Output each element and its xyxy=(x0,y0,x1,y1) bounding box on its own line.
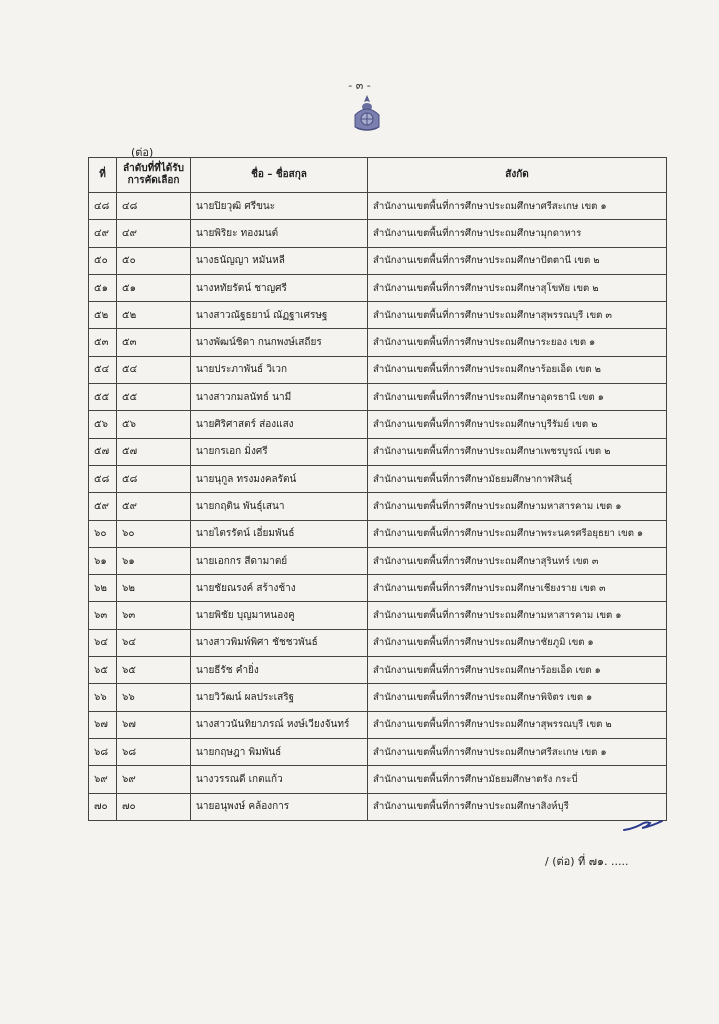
cell-name: นางพัฒน์ชิดา กนกพงษ์เสถียร xyxy=(191,329,368,356)
cell-rank: ๕๑ xyxy=(117,274,191,301)
cell-no: ๖๓ xyxy=(89,602,117,629)
table-row xyxy=(89,711,667,738)
table-header-row xyxy=(89,158,667,193)
continued-header-label: (ต่อ) xyxy=(131,146,154,159)
cell-rank: ๕๕ xyxy=(117,384,191,411)
cell-affiliation: สำนักงานเขตพื้นที่การศึกษาประถมศึกษาศรีสะเกษ เขต ๑ xyxy=(368,193,667,220)
table-row xyxy=(89,738,667,765)
table-row xyxy=(89,602,667,629)
cell-rank: ๖๗ xyxy=(117,711,191,738)
table-row xyxy=(89,575,667,602)
page-number: - ๓ - xyxy=(348,79,371,92)
table-row xyxy=(89,766,667,793)
cell-name: นายเอกกร สีดามาตย์ xyxy=(191,547,368,574)
table-row xyxy=(89,657,667,684)
cell-rank: ๕๔ xyxy=(117,356,191,383)
cell-affiliation: สำนักงานเขตพื้นที่การศึกษาประถมศึกษาระยอง เขต ๑ xyxy=(368,329,667,356)
cell-affiliation: สำนักงานเขตพื้นที่การศึกษาประถมศึกษามหาสารคาม เขต ๑ xyxy=(368,602,667,629)
cell-affiliation: สำนักงานเขตพื้นที่การศึกษาประถมศึกษาเชียงราย เขต ๓ xyxy=(368,575,667,602)
column-header-name: ชื่อ – ชื่อสกุล xyxy=(191,158,368,193)
table-row xyxy=(89,356,667,383)
cell-name: นางหทัยรัตน์ ชาญศรี xyxy=(191,274,368,301)
cell-affiliation: สำนักงานเขตพื้นที่การศึกษาประถมศึกษาบุรีรัมย์ เขต ๒ xyxy=(368,411,667,438)
cell-no: ๕๕ xyxy=(89,384,117,411)
cell-rank: ๖๐ xyxy=(117,520,191,547)
cell-no: ๔๙ xyxy=(89,220,117,247)
cell-affiliation: สำนักงานเขตพื้นที่การศึกษาประถมศึกษาร้อยเอ็ด เขต ๑ xyxy=(368,657,667,684)
cell-rank: ๕๗ xyxy=(117,438,191,465)
cell-name: นายวิวัฒน์ ผลประเสริฐ xyxy=(191,684,368,711)
table-row xyxy=(89,438,667,465)
cell-rank: ๖๑ xyxy=(117,547,191,574)
cell-name: นางธนัญญา หมันหลี xyxy=(191,247,368,274)
column-header-no: ที่ xyxy=(89,158,117,193)
roster-table xyxy=(88,157,667,821)
cell-no: ๖๐ xyxy=(89,520,117,547)
cell-rank: ๕๖ xyxy=(117,411,191,438)
cell-no: ๕๙ xyxy=(89,493,117,520)
table-row xyxy=(89,384,667,411)
cell-no: ๕๐ xyxy=(89,247,117,274)
cell-rank: ๖๖ xyxy=(117,684,191,711)
cell-no: ๖๑ xyxy=(89,547,117,574)
cell-rank: ๔๙ xyxy=(117,220,191,247)
cell-rank: ๕๓ xyxy=(117,329,191,356)
cell-rank: ๕๘ xyxy=(117,465,191,492)
cell-rank: ๕๒ xyxy=(117,302,191,329)
cell-no: ๖๗ xyxy=(89,711,117,738)
cell-affiliation: สำนักงานเขตพื้นที่การศึกษาประถมศึกษาชัยภูมิ เขต ๑ xyxy=(368,629,667,656)
cell-name: นายกฤษฎา พิมพันธ์ xyxy=(191,738,368,765)
cell-name: นายอนุพงษ์ คล้องการ xyxy=(191,793,368,820)
table-row xyxy=(89,547,667,574)
cell-affiliation: สำนักงานเขตพื้นที่การศึกษาประถมศึกษาปัตตานี เขต ๒ xyxy=(368,247,667,274)
table-row xyxy=(89,793,667,820)
cell-affiliation: สำนักงานเขตพื้นที่การศึกษาประถมศึกษาสุโขทัย เขต ๒ xyxy=(368,274,667,301)
cell-name: นายกรเอก มิ่งศรี xyxy=(191,438,368,465)
cell-affiliation: สำนักงานเขตพื้นที่การศึกษาประถมศึกษาสุพรรณบุรี เขต ๒ xyxy=(368,711,667,738)
cell-no: ๖๒ xyxy=(89,575,117,602)
cell-no: ๔๘ xyxy=(89,193,117,220)
cell-name: นายประภาพันธ์ วิเวก xyxy=(191,356,368,383)
table-row xyxy=(89,302,667,329)
cell-name: นายกฤติน พันธุ์เสนา xyxy=(191,493,368,520)
cell-affiliation: สำนักงานเขตพื้นที่การศึกษามัธยมศึกษากาฬสินธุ์ xyxy=(368,465,667,492)
cell-rank: ๖๒ xyxy=(117,575,191,602)
cell-name: นายพิริยะ ทองมนต์ xyxy=(191,220,368,247)
cell-no: ๕๔ xyxy=(89,356,117,383)
table-row xyxy=(89,274,667,301)
cell-affiliation: สำนักงานเขตพื้นที่การศึกษาประถมศึกษาร้อยเอ็ด เขต ๒ xyxy=(368,356,667,383)
cell-affiliation: สำนักงานเขตพื้นที่การศึกษาประถมศึกษาเพชรบูรณ์ เขต ๒ xyxy=(368,438,667,465)
cell-name: นางวรรณดี เกตแก้ว xyxy=(191,766,368,793)
cell-name: นายศิริศาสตร์ ส่องแสง xyxy=(191,411,368,438)
table-row xyxy=(89,247,667,274)
cell-rank: ๗๐ xyxy=(117,793,191,820)
cell-no: ๖๙ xyxy=(89,766,117,793)
cell-name: นายพิชัย บุญมาหนองคู xyxy=(191,602,368,629)
cell-name: นายธีรัช คำยิ่ง xyxy=(191,657,368,684)
cell-affiliation: สำนักงานเขตพื้นที่การศึกษาประถมศึกษาพระนครศรีอยุธยา เขต ๑ xyxy=(368,520,667,547)
table-row xyxy=(89,411,667,438)
column-header-affiliation: สังกัด xyxy=(368,158,667,193)
table-row xyxy=(89,493,667,520)
cell-rank: ๖๕ xyxy=(117,657,191,684)
table-row xyxy=(89,629,667,656)
table-row xyxy=(89,465,667,492)
cell-no: ๖๘ xyxy=(89,738,117,765)
cell-affiliation: สำนักงานเขตพื้นที่การศึกษาประถมศึกษามหาสารคาม เขต ๑ xyxy=(368,493,667,520)
cell-rank: ๕๐ xyxy=(117,247,191,274)
cell-no: ๕๘ xyxy=(89,465,117,492)
cell-no: ๖๖ xyxy=(89,684,117,711)
cell-rank: ๖๙ xyxy=(117,766,191,793)
cell-affiliation: สำนักงานเขตพื้นที่การศึกษาประถมศึกษาพิจิตร เขต ๑ xyxy=(368,684,667,711)
cell-affiliation: สำนักงานเขตพื้นที่การศึกษาประถมศึกษาสุพรรณบุรี เขต ๓ xyxy=(368,302,667,329)
table-row xyxy=(89,684,667,711)
next-page-reference: / (ต่อ) ที่ ๗๑. ..... xyxy=(545,855,629,868)
cell-affiliation: สำนักงานเขตพื้นที่การศึกษาประถมศึกษาสุรินทร์ เขต ๓ xyxy=(368,547,667,574)
cell-no: ๕๑ xyxy=(89,274,117,301)
column-header-rank: ลำดับที่ที่ได้รับการคัดเลือก xyxy=(117,158,191,193)
cell-name: นายไตรรัตน์ เอี่ยมพันธ์ xyxy=(191,520,368,547)
cell-affiliation: สำนักงานเขตพื้นที่การศึกษาประถมศึกษาสิงห์บุรี xyxy=(368,793,667,820)
table-row xyxy=(89,193,667,220)
table-row xyxy=(89,220,667,247)
cell-no: ๖๕ xyxy=(89,657,117,684)
signature-mark xyxy=(622,816,664,834)
cell-no: ๖๔ xyxy=(89,629,117,656)
cell-no: ๗๐ xyxy=(89,793,117,820)
cell-affiliation: สำนักงานเขตพื้นที่การศึกษามัธยมศึกษาตรัง กระบี่ xyxy=(368,766,667,793)
cell-no: ๕๖ xyxy=(89,411,117,438)
cell-name: นางสาวพิมพ์พิศา ชัชชวพันธ์ xyxy=(191,629,368,656)
cell-name: นางสาวนันทิยาภรณ์ หงษ์เวียงจันทร์ xyxy=(191,711,368,738)
cell-rank: ๕๙ xyxy=(117,493,191,520)
cell-name: นางสาวณัฐธยาน์ ณัฏฐาเศรษฐ xyxy=(191,302,368,329)
cell-name: นางสาวกมลนัทธ์ นามี xyxy=(191,384,368,411)
cell-no: ๕๗ xyxy=(89,438,117,465)
cell-rank: ๖๘ xyxy=(117,738,191,765)
cell-rank: ๖๔ xyxy=(117,629,191,656)
cell-affiliation: สำนักงานเขตพื้นที่การศึกษาประถมศึกษาศรีสะเกษ เขต ๑ xyxy=(368,738,667,765)
table-row xyxy=(89,520,667,547)
cell-rank: ๔๘ xyxy=(117,193,191,220)
cell-no: ๕๒ xyxy=(89,302,117,329)
cell-name: นายนุกูล ทรงมงคลรัตน์ xyxy=(191,465,368,492)
table-row xyxy=(89,329,667,356)
cell-name: นายชัยณรงค์ สร้างช้าง xyxy=(191,575,368,602)
cell-rank: ๖๓ xyxy=(117,602,191,629)
cell-affiliation: สำนักงานเขตพื้นที่การศึกษาประถมศึกษามุกดาหาร xyxy=(368,220,667,247)
roster-body xyxy=(89,193,667,821)
cell-no: ๕๓ xyxy=(89,329,117,356)
ministry-emblem-icon xyxy=(351,93,383,133)
cell-name: นายปิยวุฒิ ศรีขนะ xyxy=(191,193,368,220)
cell-affiliation: สำนักงานเขตพื้นที่การศึกษาประถมศึกษาอุดรธานี เขต ๑ xyxy=(368,384,667,411)
